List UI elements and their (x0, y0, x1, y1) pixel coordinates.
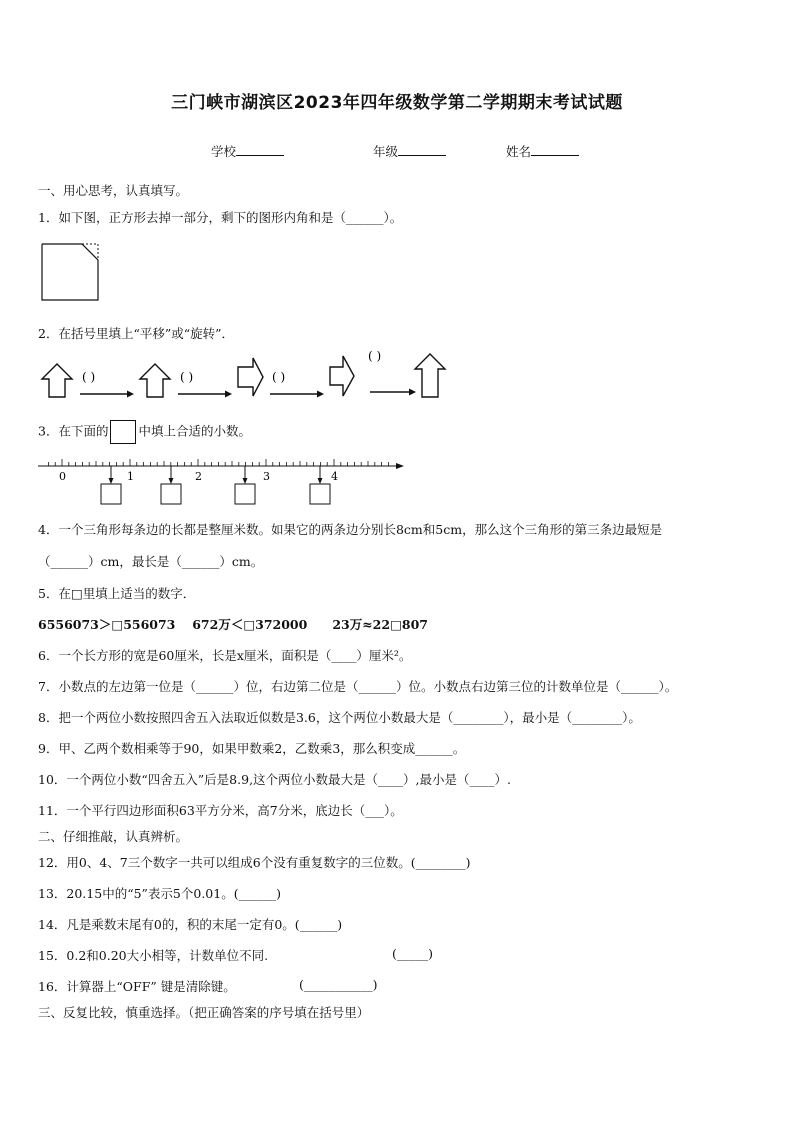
question-2: 2．在括号里填上“平移”或“旋转”． (38, 326, 235, 341)
answer-box-1[interactable] (101, 484, 121, 504)
number-line-ticks (48, 459, 388, 466)
name-label: 姓名 (506, 144, 532, 159)
school-blank[interactable] (236, 143, 284, 156)
question-8: 8．把一个两位小数按照四舍五入法取近似数是3.6，这个两位小数最大是（________），最小是（________）。 (38, 710, 641, 725)
section-1-heading: 一、用心思考，认真填写。 (38, 183, 189, 198)
question-14: 14．凡是乘数末尾有0的，积的末尾一定有0。(______) (38, 917, 343, 932)
arrowhead-3 (317, 391, 324, 398)
tick-label-4: 4 (331, 470, 338, 483)
up-arrow-shape-2 (140, 364, 170, 397)
question-5: 5．在□里填上适当的数字． (38, 586, 196, 601)
question-7: 7．小数点的左边第一位是（______）位，右边第二位是（______）位。小数点右边第三位的计数单位是（______）。 (38, 679, 678, 694)
question-10: 10．一个两位小数“四舍五入”后是8.9,这个两位小数最大是（____）,最小是（____）. (38, 772, 511, 787)
pointer-head-3 (243, 478, 248, 484)
number-line (30, 452, 410, 508)
tick-label-1: 1 (127, 470, 134, 483)
arrowhead-1 (127, 391, 134, 398)
question-16-answer[interactable]: (___________) (299, 977, 378, 992)
question-13: 13．20.15中的“5”表示5个0.01。(______) (38, 886, 281, 901)
question-3-suffix: 中填上合适的小数。 (138, 423, 251, 439)
answer-box-2[interactable] (161, 484, 181, 504)
question-1: 1．如下图，正方形去掉一部分，剩下的图形内角和是（______）。 (38, 210, 403, 225)
question-16: 16．计算器上“OFF” 键是清除键。 (38, 979, 236, 994)
pointer-head-1 (109, 478, 114, 484)
paren-4[interactable]: ( ) (368, 349, 382, 363)
up-arrow-shape-1 (42, 364, 72, 397)
answer-box-4[interactable] (310, 484, 330, 504)
name-blank[interactable] (531, 143, 579, 156)
tick-label-2: 2 (195, 470, 202, 483)
right-arrow-shape-2 (330, 356, 354, 396)
number-line-arrowhead (396, 463, 404, 469)
right-arrow-shape-1 (238, 358, 263, 396)
example-box (110, 420, 136, 444)
question-11: 11．一个平行四边形面积63平方分米，高7分米，底边长（___）。 (38, 803, 403, 818)
question-12: 12．用0、4、7三个数字一共可以组成6个没有重复数字的三位数。(________) (38, 855, 471, 870)
grade-label: 年级 (373, 144, 399, 159)
grade-field (373, 142, 446, 160)
question-15-answer[interactable]: (_____) (392, 946, 434, 961)
question-3-prefix: 3．在下面的 (38, 423, 109, 439)
question-6: 6．一个长方形的宽是60厘米，长是x厘米，面积是（____）厘米²。 (38, 648, 412, 663)
arrowhead-4 (409, 389, 416, 396)
tick-label-3: 3 (263, 470, 270, 483)
question-4-line-1: 4．一个三角形每条边的长都是整厘米数。如果它的两条边分别长8cm和5cm，那么这个三角形的第三条边最短是 (38, 522, 663, 537)
pointer-head-2 (169, 478, 174, 484)
question-4-line-2: （______）cm，最长是（______）cm。 (38, 554, 264, 569)
pointer-head-4 (318, 478, 323, 484)
section-3-heading: 三、反复比较，慎重选择。（把正确答案的序号填在括号里） (38, 1005, 370, 1020)
page-title: 三门峡市湖滨区2023年四年级数学第二学期期末考试试题 (171, 93, 623, 113)
school-field (211, 142, 284, 160)
paren-3[interactable]: ( ) (272, 370, 286, 384)
question-3 (38, 420, 251, 444)
tick-label-0: 0 (59, 470, 66, 483)
question-9: 9．甲、乙两个数相乘等于90，如果甲数乘2，乙数乘3，那么积变成______。 (38, 741, 466, 756)
arrowhead-2 (225, 391, 232, 398)
paren-2[interactable]: ( ) (180, 370, 194, 384)
remaining-shape (42, 244, 98, 300)
question-5-expressions: 6556073＞□556073 672万＜□372000 23万≈22□807 (38, 617, 428, 632)
section-2-heading: 二、仔细推敲，认真辨析。 (38, 829, 189, 844)
name-field (506, 142, 579, 160)
paren-1[interactable]: ( ) (82, 370, 96, 384)
up-arrow-shape-3 (415, 354, 445, 397)
answer-box-3[interactable] (235, 484, 255, 504)
question-15: 15．0.2和0.20大小相等，计数单位不同. (38, 948, 269, 963)
cut-square-figure (40, 242, 102, 304)
grade-blank[interactable] (398, 143, 446, 156)
school-label: 学校 (211, 144, 237, 159)
transform-figures (38, 346, 458, 404)
